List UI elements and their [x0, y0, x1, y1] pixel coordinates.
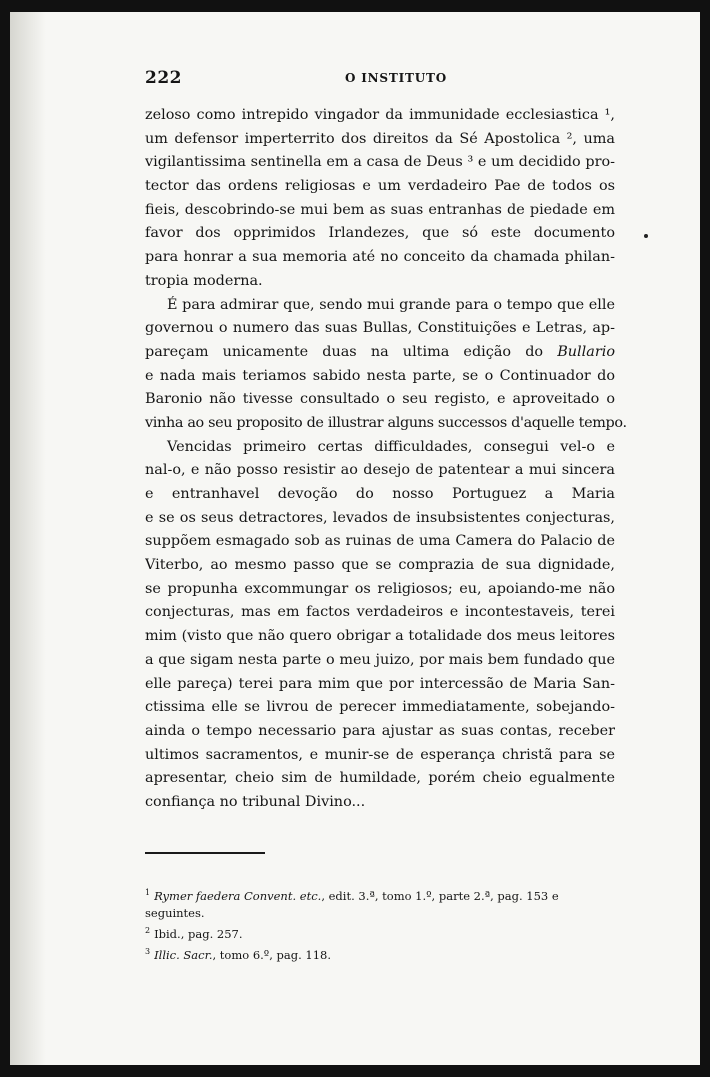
page-number: 222 [145, 68, 182, 88]
text-line: confiança no tribunal Divino... [145, 793, 366, 810]
footnote-text: Ibid., pag. 257. [154, 926, 243, 941]
text-line: mim (visto que não quero obrigar a totalidade dos meus leitores [145, 628, 615, 645]
body-text [145, 104, 627, 815]
footnote-text: , edit. 3.ª, tomo 1.º, parte 2.ª, pag. 153 e [321, 888, 559, 903]
text-line: vigilantissima sentinella em a casa de Deus ³ e um decidido pro- [145, 154, 615, 171]
text-line: e entranhavel devoção do nosso Portuguez a Maria [145, 486, 615, 503]
footnote-1-continuation: seguintes. [145, 905, 205, 920]
text-line: vinha ao seu proposito de illustrar alguns successos d'aquelle tempo. [145, 414, 627, 431]
footnotes [145, 884, 615, 963]
footnote-marker: 3 [145, 946, 151, 956]
footnote-source: Illic. Sacr. [154, 947, 213, 962]
text-line: um defensor imperterrito dos direitos da Sé Apostolica ², uma [145, 130, 615, 147]
text-line: zeloso como intrepido vingador da immunidade ecclesiastica ¹, [145, 107, 615, 123]
book-page [10, 12, 700, 1065]
footnote-marker: 2 [145, 925, 151, 935]
text-line: Viterbo, ao mesmo passo que se comprazia de sua dignidade, [145, 557, 615, 574]
text-line: Vencidas primeiro certas difficuldades, consegui vel-o e [167, 438, 615, 455]
text-line: governou o numero das suas Bullas, Constituições e Letras, ap- [145, 320, 615, 337]
text-line: ultimos sacramentos, e munir-se de esperança christã para se [145, 746, 615, 763]
text-line: tector das ordens religiosas e um verdadeiro Pae de todos os [145, 178, 615, 195]
text-line: tropia moderna. [145, 272, 263, 289]
journal-title: O INSTITUTO [345, 71, 447, 85]
footnote-separator [145, 852, 265, 854]
footnote-source: Rymer faedera Convent. etc. [154, 888, 322, 903]
ink-speck [644, 234, 648, 238]
text-line: fieis, descobrindo-se mui bem as suas entranhas de piedade em [145, 201, 615, 218]
text-line: conjecturas, mas em factos verdadeiros e incontestaveis, terei [145, 604, 615, 621]
text-line: e nada mais teriamos sabido nesta parte, se o Continuador do [145, 367, 615, 384]
page-gutter-shadow [10, 12, 46, 1065]
running-head [145, 68, 615, 90]
text-line: ctissima elle se livrou de perecer immediatamente, sobejando- [145, 699, 615, 716]
footnote-text: , tomo 6.º, pag. 118. [212, 947, 332, 962]
text-line: para honrar a sua memoria até no conceito da chamada philan- [145, 249, 615, 266]
text-line: apresentar, cheio sim de humildade, porém cheio egualmente [145, 770, 615, 787]
footnote-1 [145, 884, 615, 905]
text-line: nal-o, e não posso resistir ao desejo de patentear a mui sincera [145, 462, 615, 479]
text-line: elle pareça) terei para mim que por intercessão de Maria San- [145, 675, 615, 692]
footnote-2 [145, 922, 615, 943]
text-line: favor dos opprimidos Irlandezes, que só este documento [145, 225, 615, 242]
text-line: a que sigam nesta parte o meu juizo, por mais bem fundado que [145, 651, 615, 668]
text-line: É para admirar que, sendo mui grande para o tempo que elle [167, 296, 615, 313]
text-line-mixed [145, 341, 615, 365]
footnote-3 [145, 943, 615, 964]
text-line: se propunha excommungar os religiosos; eu, apoiando-me não [145, 580, 615, 597]
text-line: e se os seus detractores, levados de insubsistentes conjecturas, [145, 509, 615, 526]
text-line: Baronio não tivesse consultado o seu registo, e aproveitado o [145, 391, 615, 408]
text-line: suppõem esmagado sob as ruinas de uma Camera do Palacio de [145, 533, 615, 550]
italic-title: Bullario [557, 343, 615, 360]
footnote-marker: 1 [145, 888, 151, 897]
text-fragment: pareçam unicamente duas na ultima edição do [145, 343, 558, 360]
text-line: ainda o tempo necessario para ajustar as suas contas, receber [145, 722, 615, 739]
